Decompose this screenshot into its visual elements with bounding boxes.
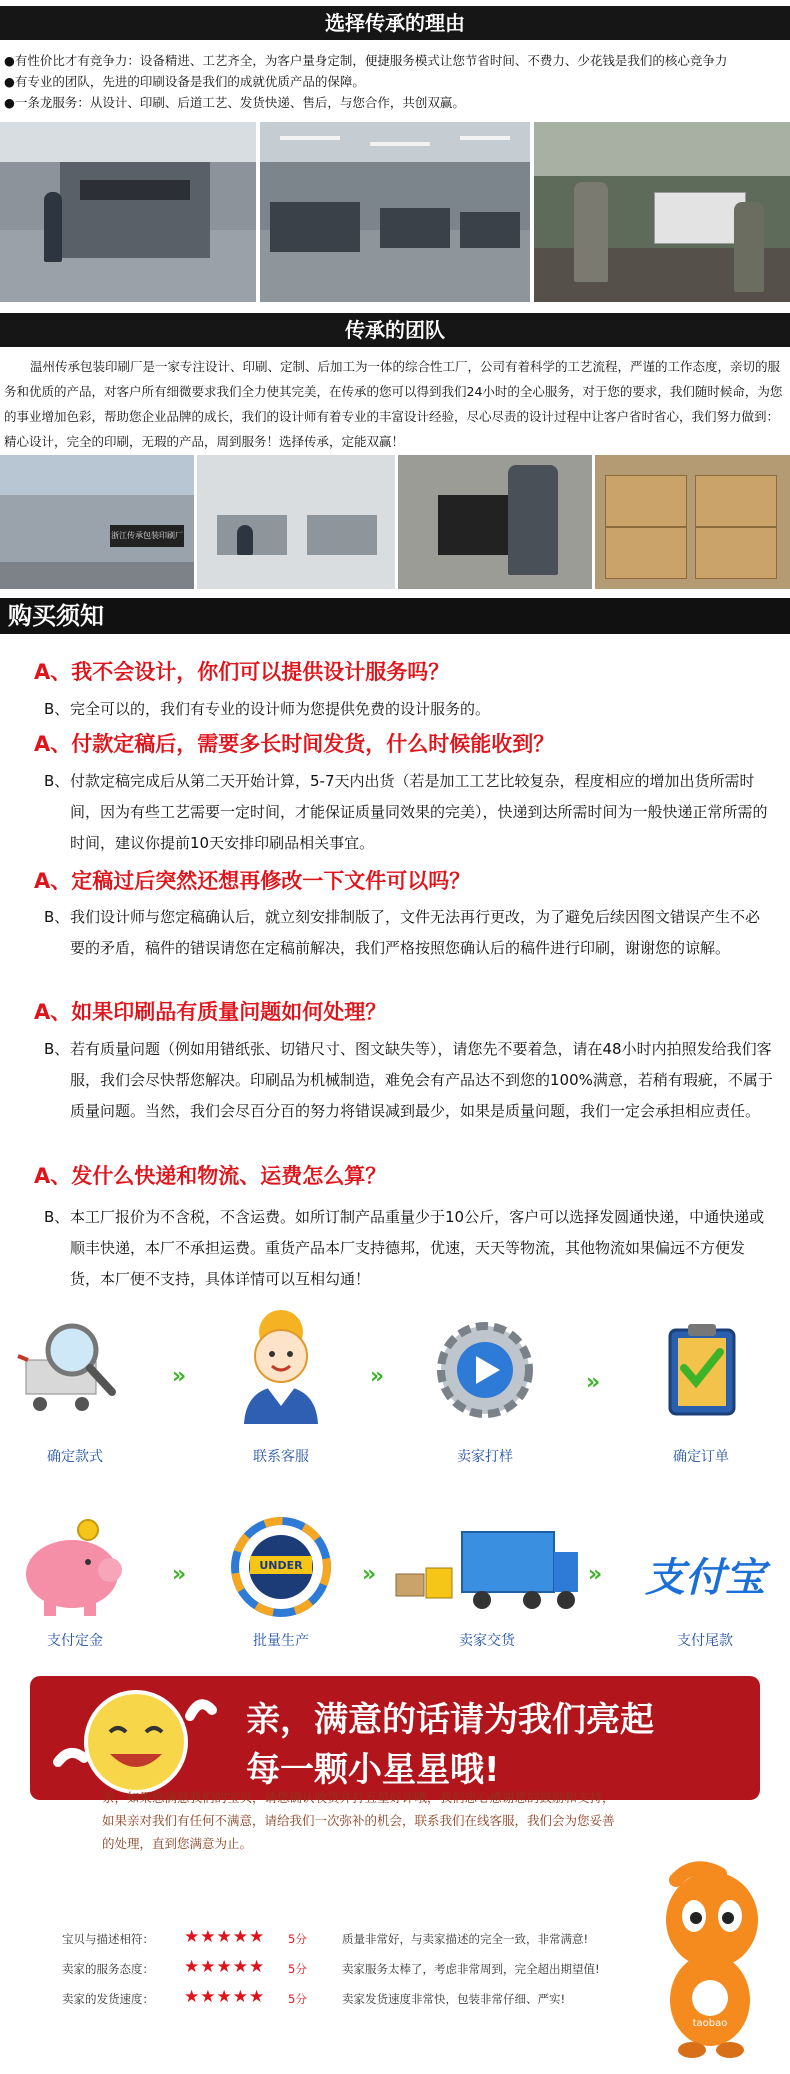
rating-label: 卖家的发货速度：: [62, 1992, 154, 2006]
step-sample: [420, 1316, 550, 1466]
answer-text: 本工厂报价为不含税，不含运费。如所订制产品重量少于10公斤，客户可以选择发圆通快递，中通快递或顺丰快递，本厂不承担运费。重货产品本厂支持德邦，优速，天天等物流，其他物流如果偏远不方便发货，本厂便不支持，具体详情可以互相勾通！: [70, 1208, 765, 1288]
mascot-text: taobao: [692, 2018, 728, 2029]
list-item: ●有性价比才有竞争力：设备精进、工艺齐全，为客户量身定制，便捷服务模式让您节省时间、不费力、少花钱是我们的核心竞争力: [4, 53, 728, 68]
star-rating: ★★★★★: [184, 1957, 266, 1977]
rating-score: 5分: [288, 1932, 307, 1946]
step-arrow: »: [586, 1370, 597, 1395]
rating-description: 卖家服务太棒了，考虑非常周到，完全超出期望值!: [342, 1962, 600, 1976]
list-item: ●一条龙服务：从设计、印刷、后道工艺、发货快递、售后，与您合作，共创双赢。: [4, 95, 465, 110]
promo-line-2: 每一颗小星星哦!: [246, 1750, 500, 1790]
step-pay-balance: [630, 1512, 780, 1652]
review-request-note: 亲，如果您满意我们的宝贝，请您确认收货并打五星好评哦，我们忠心感谢您的鼓励和支持，如果亲对我们有任何不满意，请给我们一次弥补的机会，联系我们在线客服，我们会为您妥善的处理，直到您满意为止。: [102, 1790, 615, 1851]
list-item: ●有专业的团队，先进的印刷设备是我们的成就优质产品的保障。: [4, 74, 365, 89]
production-badge-icon: [216, 1512, 346, 1622]
step-mass-production: [216, 1512, 346, 1652]
table-row: [44, 1926, 644, 1952]
clipboard-check-icon: [636, 1316, 766, 1426]
answer-marker: B、: [44, 1040, 70, 1058]
badge-text: UNDER: [259, 1559, 303, 1572]
step-label: 联系客服: [253, 1449, 309, 1465]
factory-photo-workers: [534, 122, 790, 302]
team-photo-office: [197, 455, 395, 589]
faq-answer: [44, 694, 774, 725]
rating-score: 5分: [288, 1992, 307, 2006]
answer-marker: B、: [44, 700, 70, 718]
truck-icon: [392, 1512, 582, 1622]
answer-text: 完全可以的，我们有专业的设计师为您提供免费的设计服务的。: [70, 700, 491, 718]
team-photo-building: [0, 455, 194, 589]
step-select-style: [10, 1316, 140, 1466]
step-contact-service: [216, 1306, 346, 1466]
faq-answer: [44, 766, 774, 859]
faq-answer: [44, 902, 774, 964]
alipay-logo: 支付宝: [645, 1555, 765, 1601]
faq-question: A、付款定稿后，需要多长时间发货，什么时候能收到？: [34, 732, 555, 756]
step-label: 支付尾款: [677, 1633, 733, 1649]
section-banner-team: [0, 313, 790, 347]
factory-photo-press: [0, 122, 256, 302]
section-title: 购买须知: [8, 602, 104, 630]
reasons-list: [4, 50, 786, 113]
customer-service-icon: [216, 1306, 346, 1426]
faq-question: A、定稿过后突然还想再修改一下文件可以吗？: [34, 869, 471, 893]
rating-label: 宝贝与描述相符：: [62, 1932, 154, 1946]
faq-question: A、我不会设计，你们可以提供设计服务吗？: [34, 660, 450, 684]
team-photo-designer: [398, 455, 592, 589]
section-banner-reasons: [0, 6, 790, 40]
step-arrow: »: [588, 1562, 599, 1587]
answer-text: 我们设计师与您定稿确认后，就立刻安排制版了，文件无法再行更改，为了避免后续因图文错误产生不必要的矛盾，稿件的错误请您在定稿前解决，我们严格按照您确认后的稿件进行印刷，谢谢您的谅解。: [70, 908, 761, 957]
table-row: [44, 1986, 644, 2012]
answer-marker: B、: [44, 908, 70, 926]
smiley-face-icon: [40, 1676, 240, 1800]
step-label: 确定订单: [673, 1449, 729, 1465]
taobao-mascot-icon: [634, 1860, 784, 2060]
table-row: [44, 1956, 644, 1982]
step-label: 卖家打样: [457, 1449, 513, 1465]
section-title: 选择传承的理由: [325, 11, 465, 35]
team-photo-warehouse: [595, 455, 790, 589]
step-arrow: »: [172, 1364, 183, 1389]
step-delivery: [392, 1512, 582, 1652]
step-confirm-order: [636, 1316, 766, 1466]
answer-text: 付款定稿完成后从第二天开始计算，5-7天内出货（若是加工工艺比较复杂，程度相应的增加出货所需时间，因为有些工艺需要一定时间，才能保证质量同效果的完美），快递到达所需时间为一般快递正常所需的时间，建议你提前10天安排印刷品相关事宜。: [70, 772, 768, 852]
star-rating: ★★★★★: [184, 1987, 266, 2007]
step-label: 批量生产: [253, 1633, 309, 1649]
step-arrow: »: [172, 1562, 183, 1587]
piggy-bank-icon: [10, 1512, 140, 1622]
faq-question: A、发什么快递和物流、运费怎么算？: [34, 1164, 387, 1188]
step-label: 确定款式: [47, 1449, 103, 1465]
promo-line-1: 亲，满意的话请为我们亮起: [246, 1700, 654, 1740]
step-arrow: »: [370, 1364, 381, 1389]
section-title: 传承的团队: [345, 318, 445, 342]
rating-score: 5分: [288, 1962, 307, 1976]
magnifier-cart-icon: [10, 1316, 140, 1426]
rating-promo-banner: [30, 1676, 760, 1800]
step-label: 支付定金: [47, 1633, 103, 1649]
faq-answer: [44, 1202, 774, 1295]
rating-description: 卖家发货速度非常快，包装非常仔细、严实!: [342, 1992, 566, 2006]
step-pay-deposit: [10, 1512, 140, 1652]
faq-answer: [44, 1034, 774, 1127]
rating-description: 质量非常好，与卖家描述的完全一致，非常满意!: [342, 1932, 589, 1946]
play-gear-icon: [420, 1316, 550, 1426]
faq-question: A、如果印刷品有质量问题如何处理？: [34, 1000, 387, 1024]
team-description: 温州传承包装印刷厂是一家专注设计、印刷、定制、后加工为一体的综合性工厂，公司有着科学的工艺流程，严谨的工作态度，亲切的服务和优质的产品，对客户所有细微要求我们全力使其完美，在传承的您可以得到我们24小时的全心服务，对于您的要求，我们随时候命，为您的事业增加色彩，帮助您企业品牌的成长，我们的设计师有着专业的丰富设计经验，尽心尽责的设计过程中让客户省时省心，我们努力做到：精心设计，完全的印刷，无瑕的产品，周到服务！选择传承，定能双赢！: [4, 359, 783, 449]
factory-sign: 浙江传承包装印刷厂: [110, 525, 184, 547]
star-rating: ★★★★★: [184, 1927, 266, 1947]
purchase-notice-header: [0, 598, 790, 634]
rating-label: 卖家的服务态度：: [62, 1962, 154, 1976]
step-label: 卖家交货: [459, 1633, 515, 1649]
answer-text: 若有质量问题（例如用错纸张、切错尺寸、图文缺失等），请您先不要着急，请在48小时内拍照发给我们客服，我们会尽快帮您解决。印刷品为机械制造，难免会有产品达不到您的100%满意，若稍有瑕疵，不属于质量问题。当然，我们会尽百分百的努力将错误减到最少，如果是质量问题，我们一定会承担相应责任。: [70, 1040, 773, 1120]
step-arrow: »: [362, 1562, 373, 1587]
answer-marker: B、: [44, 772, 70, 790]
factory-photo-hall: [260, 122, 530, 302]
answer-marker: B、: [44, 1208, 70, 1226]
